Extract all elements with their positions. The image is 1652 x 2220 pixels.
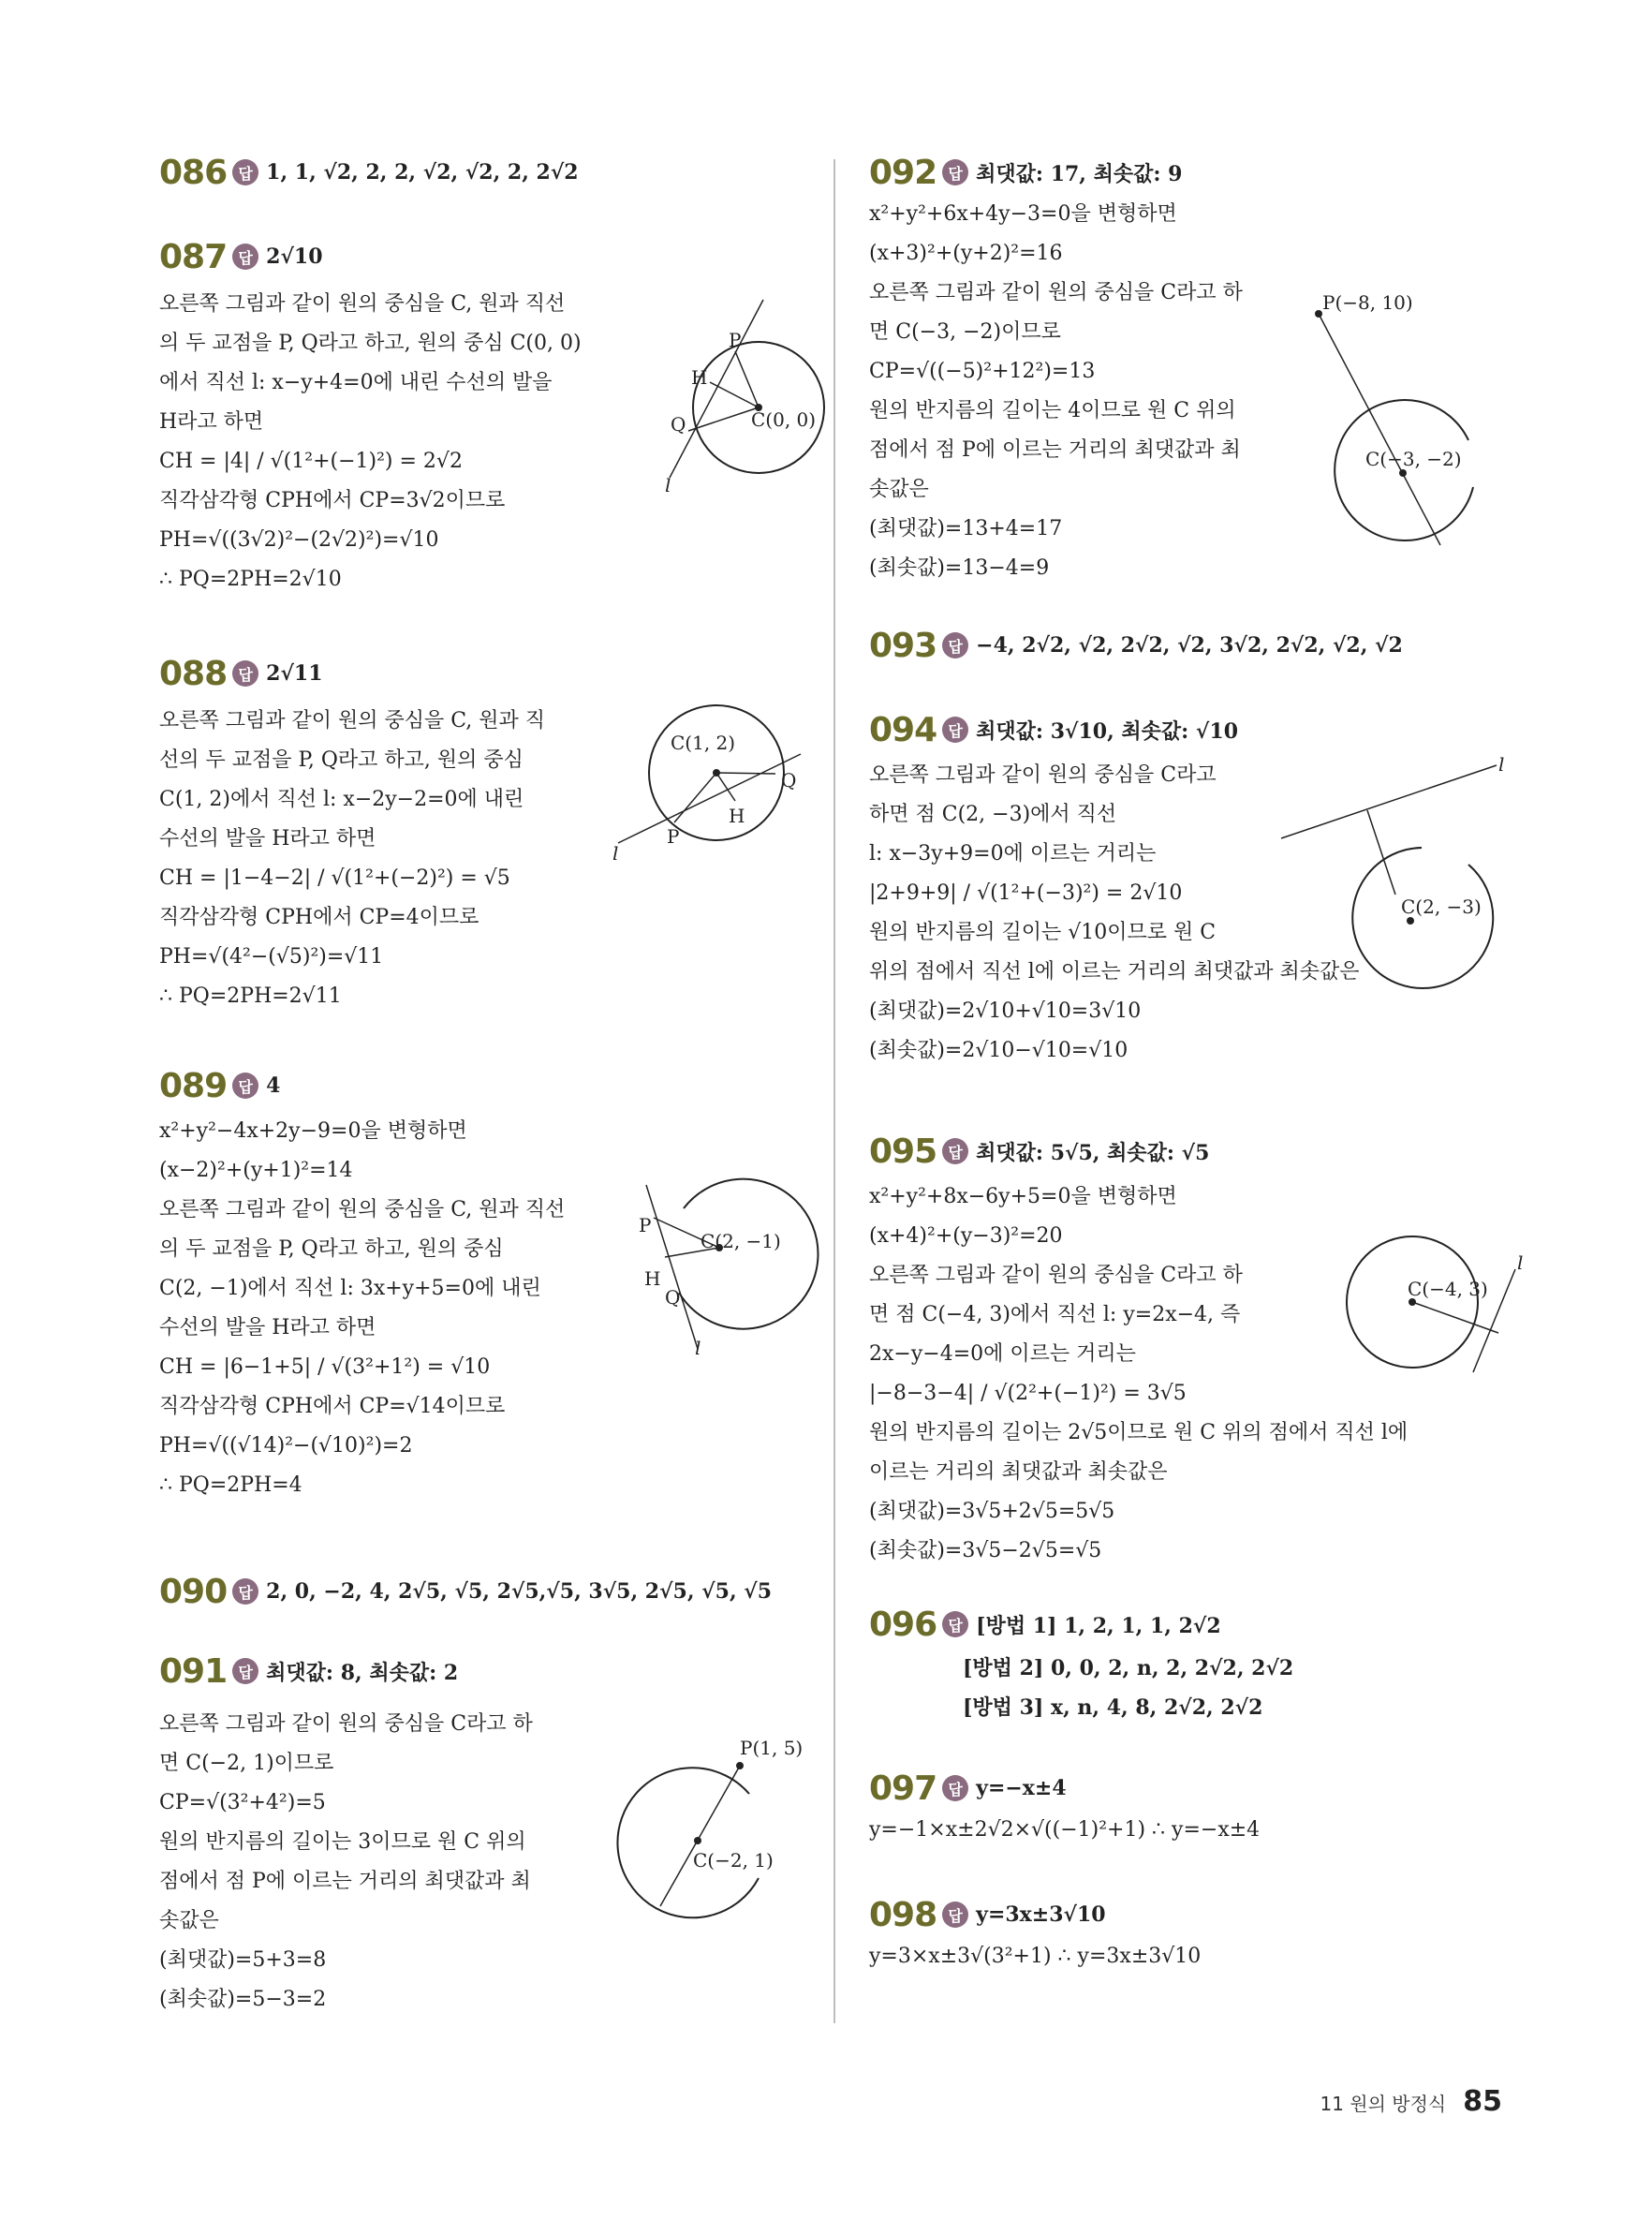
solution-line: 하면 점 C(2, −3)에서 직선 xyxy=(869,803,1117,826)
solution-line: x²+y²+8x−6y+5=0을 변형하면 xyxy=(869,1185,1177,1208)
label-H: H xyxy=(691,366,708,389)
label-l: l xyxy=(695,1337,701,1359)
answer-badge: 답 xyxy=(232,1658,258,1684)
problem-number: 094 xyxy=(869,710,937,749)
answer-badge: 답 xyxy=(942,1775,968,1801)
answer-badge: 답 xyxy=(232,660,258,687)
label-C: C(−3, −2) xyxy=(1365,448,1462,470)
answer: [방법 1] 1, 2, 1, 1, 2√2 xyxy=(976,1613,1221,1638)
figure-088 xyxy=(609,703,805,865)
solution-line: (최댓값)=2√10+√10=3√10 xyxy=(869,999,1142,1023)
solution-line: |2+9+9| / √(1²+(−3)²) = 2√10 xyxy=(869,881,1183,905)
solution-line: 원의 반지름의 길이는 4이므로 원 C 위의 xyxy=(869,399,1236,422)
solution-line: (x+3)²+(y+2)²=16 xyxy=(869,242,1063,265)
answer-badge: 답 xyxy=(232,1073,258,1099)
label-H: H xyxy=(729,805,745,827)
problem-number: 088 xyxy=(159,654,228,693)
solution-line: 위의 점에서 직선 l에 이르는 거리의 최댓값과 최솟값은 xyxy=(869,960,1360,984)
label-Q: Q xyxy=(671,413,686,436)
answer-badge: 답 xyxy=(942,632,968,659)
solution-line: 에서 직선 l: x−y+4=0에 내린 수선의 발을 xyxy=(159,371,553,394)
label-P: P xyxy=(667,825,680,848)
solution-line: 오른쪽 그림과 같이 원의 중심을 C라고 하 xyxy=(869,281,1243,304)
label-C: C(−4, 3) xyxy=(1408,1278,1488,1300)
page-number: 85 xyxy=(1463,2085,1502,2118)
solution-line: 면 점 C(−4, 3)에서 직선 l: y=2x−4, 즉 xyxy=(869,1303,1241,1326)
problem-092 xyxy=(869,150,1637,588)
solution-line: 원의 반지름의 길이는 √10이므로 원 C xyxy=(869,921,1217,944)
answer: 2, 0, −2, 4, 2√5, √5, 2√5,√5, 3√5, 2√5, √5, √5 xyxy=(266,1579,773,1604)
answer-method-3: [방법 3] x, n, 4, 8, 2√2, 2√2 xyxy=(963,1695,1263,1720)
solution-line: H라고 하면 xyxy=(159,410,264,434)
solution-line: 직각삼각형 CPH에서 CP=4이므로 xyxy=(159,906,479,929)
solution-line: C(1, 2)에서 직선 l: x−2y−2=0에 내린 xyxy=(159,788,524,811)
solution-line: 원의 반지름의 길이는 2√5이므로 원 C 위의 점에서 직선 l에 xyxy=(869,1421,1409,1444)
solution-line: 점에서 점 P에 이르는 거리의 최댓값과 최 xyxy=(869,438,1241,462)
solution-line: (최댓값)=5+3=8 xyxy=(159,1948,327,1972)
label-Q: Q xyxy=(665,1286,681,1309)
solution-line: (최솟값)=5−3=2 xyxy=(159,1988,327,2011)
problem-098 xyxy=(869,1892,1637,1976)
solution-line: 오른쪽 그림과 같이 원의 중심을 C, 원과 직선 xyxy=(159,1198,566,1221)
solution-line: 2x−y−4=0에 이르는 거리는 xyxy=(869,1342,1136,1366)
label-C: C(1, 2) xyxy=(671,732,736,754)
figure-091 xyxy=(599,1719,815,1934)
answer-badge: 답 xyxy=(232,1578,258,1605)
answer-badge: 답 xyxy=(942,1138,968,1164)
figure-087 xyxy=(646,290,817,496)
solution-line: y=3×x±3√(3²+1) ∴ y=3x±3√10 xyxy=(869,1945,1202,1968)
solution-line: (x+4)²+(y−3)²=20 xyxy=(869,1224,1063,1248)
label-C: C(0, 0) xyxy=(751,408,817,431)
figure-092 xyxy=(1300,281,1543,553)
figure-094 xyxy=(1281,754,1581,969)
problem-095 xyxy=(869,1129,1637,1571)
answer: 최댓값: 17, 최솟값: 9 xyxy=(976,161,1183,186)
solution-line: 수선의 발을 H라고 하면 xyxy=(159,1316,376,1339)
column-divider xyxy=(833,159,835,2023)
label-P: P(−8, 10) xyxy=(1322,291,1413,314)
solution-line: PH=√((3√2)²−(2√2)²)=√10 xyxy=(159,528,439,552)
answer-badge: 답 xyxy=(942,159,968,185)
solution-line: (x−2)²+(y+1)²=14 xyxy=(159,1159,353,1182)
solution-line: 솟값은 xyxy=(159,1909,219,1932)
solution-line: 선의 두 교점을 P, Q라고 하고, 원의 중심 xyxy=(159,748,524,772)
answer: 1, 1, √2, 2, 2, √2, √2, 2, 2√2 xyxy=(266,160,579,185)
problem-number: 087 xyxy=(159,237,228,276)
label-l: l xyxy=(1498,753,1505,776)
answer: 최댓값: 8, 최솟값: 2 xyxy=(266,1660,459,1685)
problem-number: 091 xyxy=(159,1651,228,1691)
answer-badge: 답 xyxy=(942,1611,968,1637)
solution-line: 오른쪽 그림과 같이 원의 중심을 C, 원과 직 xyxy=(159,709,546,733)
solution-line: ∴ PQ=2PH=2√10 xyxy=(159,568,342,591)
problem-087 xyxy=(159,234,927,599)
solution-line: PH=√(4²−(√5)²)=√11 xyxy=(159,945,384,969)
problem-number: 093 xyxy=(869,626,937,665)
label-C: C(2, −3) xyxy=(1401,895,1482,918)
answer: y=−x±4 xyxy=(976,1776,1067,1800)
solution-line: 오른쪽 그림과 같이 원의 중심을 C라고 하 xyxy=(159,1712,533,1736)
solution-line: CH = |4| / √(1²+(−1)²) = 2√2 xyxy=(159,450,463,473)
problem-number: 086 xyxy=(159,153,228,192)
figure-095 xyxy=(1319,1232,1571,1382)
solution-line: CP=√(3²+4²)=5 xyxy=(159,1791,326,1814)
solution-line: x²+y²−4x+2y−9=0을 변형하면 xyxy=(159,1119,467,1143)
solution-line: 이르는 거리의 최댓값과 최솟값은 xyxy=(869,1460,1168,1484)
solution-line: 의 두 교점을 P, Q라고 하고, 원의 중심 xyxy=(159,1237,504,1261)
solution-line: |−8−3−4| / √(2²+(−1)²) = 3√5 xyxy=(869,1382,1187,1405)
label-l: l xyxy=(1517,1251,1524,1274)
problem-number: 098 xyxy=(869,1895,937,1934)
problem-number: 096 xyxy=(869,1605,937,1644)
problem-089 xyxy=(159,1063,927,1505)
label-P: P(1, 5) xyxy=(740,1737,804,1759)
answer-badge: 답 xyxy=(232,159,258,185)
problem-093 xyxy=(869,623,1637,668)
label-C: C(2, −1) xyxy=(701,1230,781,1252)
problem-091 xyxy=(159,1649,927,2020)
solution-line: 점에서 점 P에 이르는 거리의 최댓값과 최 xyxy=(159,1870,531,1893)
problem-number: 097 xyxy=(869,1769,937,1808)
solution-line: CH = |6−1+5| / √(3²+1²) = √10 xyxy=(159,1355,491,1379)
problem-088 xyxy=(159,651,927,1016)
answer: 최댓값: 3√10, 최솟값: √10 xyxy=(976,718,1239,744)
solution-line: (최댓값)=13+4=17 xyxy=(869,517,1063,540)
answer-badge: 답 xyxy=(232,244,258,270)
solution-line: ∴ PQ=2PH=2√11 xyxy=(159,984,342,1008)
solution-line: ∴ PQ=2PH=4 xyxy=(159,1473,302,1497)
label-C: C(−2, 1) xyxy=(693,1849,774,1872)
solution-line: 원의 반지름의 길이는 3이므로 원 C 위의 xyxy=(159,1830,526,1854)
problem-number: 090 xyxy=(159,1572,228,1611)
solution-line: y=−1×x±2√2×√((−1)²+1) ∴ y=−x±4 xyxy=(869,1818,1261,1842)
problem-number: 092 xyxy=(869,153,937,192)
label-Q: Q xyxy=(781,769,797,792)
answer-method-2: [방법 2] 0, 0, 2, n, 2, 2√2, 2√2 xyxy=(963,1656,1294,1680)
solution-line: 솟값은 xyxy=(869,478,929,501)
problem-090 xyxy=(159,1569,927,1614)
answer: −4, 2√2, √2, 2√2, √2, 3√2, 2√2, √2, √2 xyxy=(976,633,1403,658)
label-P: P xyxy=(729,329,742,351)
problem-number: 095 xyxy=(869,1132,937,1171)
solution-line: x²+y²+6x+4y−3=0을 변형하면 xyxy=(869,202,1177,226)
answer: 2√10 xyxy=(266,244,323,269)
answer: 2√11 xyxy=(266,661,323,686)
solution-line: 직각삼각형 CPH에서 CP=3√2이므로 xyxy=(159,489,506,512)
label-P: P xyxy=(639,1214,652,1236)
chapter-title: 11 원의 방정식 xyxy=(1320,2093,1447,2115)
solution-line: 면 C(−2, 1)이므로 xyxy=(159,1752,334,1775)
figure-089 xyxy=(627,1180,852,1358)
solution-line: 오른쪽 그림과 같이 원의 중심을 C, 원과 직선 xyxy=(159,292,566,316)
problem-096 xyxy=(869,1602,1637,1725)
answer: 4 xyxy=(266,1073,281,1098)
answer: 최댓값: 5√5, 최솟값: √5 xyxy=(976,1140,1210,1165)
answer: y=3x±3√10 xyxy=(976,1902,1106,1927)
solution-line: l: x−3y+9=0에 이르는 거리는 xyxy=(869,842,1157,866)
answer-badge: 답 xyxy=(942,717,968,743)
label-H: H xyxy=(644,1267,661,1290)
page-footer xyxy=(1320,2085,1502,2118)
problem-094 xyxy=(869,707,1637,1071)
solution-line: 수선의 발을 H라고 하면 xyxy=(159,827,376,851)
solution-line: (최솟값)=13−4=9 xyxy=(869,556,1050,580)
solution-line: 오른쪽 그림과 같이 원의 중심을 C라고 xyxy=(869,763,1217,787)
solution-line: (최솟값)=3√5−2√5=√5 xyxy=(869,1539,1102,1562)
label-l: l xyxy=(612,842,619,865)
problem-086 xyxy=(159,150,927,195)
answer-badge: 답 xyxy=(942,1902,968,1928)
label-l: l xyxy=(665,474,671,496)
problem-number: 089 xyxy=(159,1066,228,1105)
solution-line: CH = |1−4−2| / √(1²+(−2)²) = √5 xyxy=(159,866,510,890)
solution-line: 오른쪽 그림과 같이 원의 중심을 C라고 하 xyxy=(869,1264,1243,1287)
solution-line: C(2, −1)에서 직선 l: 3x+y+5=0에 내린 xyxy=(159,1277,541,1300)
solution-line: 면 C(−3, −2)이므로 xyxy=(869,320,1061,344)
solution-line: (최솟값)=2√10−√10=√10 xyxy=(869,1039,1128,1062)
solution-line: CP=√((−5)²+12²)=13 xyxy=(869,360,1096,383)
solution-line: 직각삼각형 CPH에서 CP=√14이므로 xyxy=(159,1395,506,1418)
solution-line: 의 두 교점을 P, Q라고 하고, 원의 중심 C(0, 0) xyxy=(159,332,582,355)
solution-line: PH=√((√14)²−(√10)²)=2 xyxy=(159,1434,413,1458)
solution-line: (최댓값)=3√5+2√5=5√5 xyxy=(869,1500,1115,1523)
problem-097 xyxy=(869,1766,1637,1850)
